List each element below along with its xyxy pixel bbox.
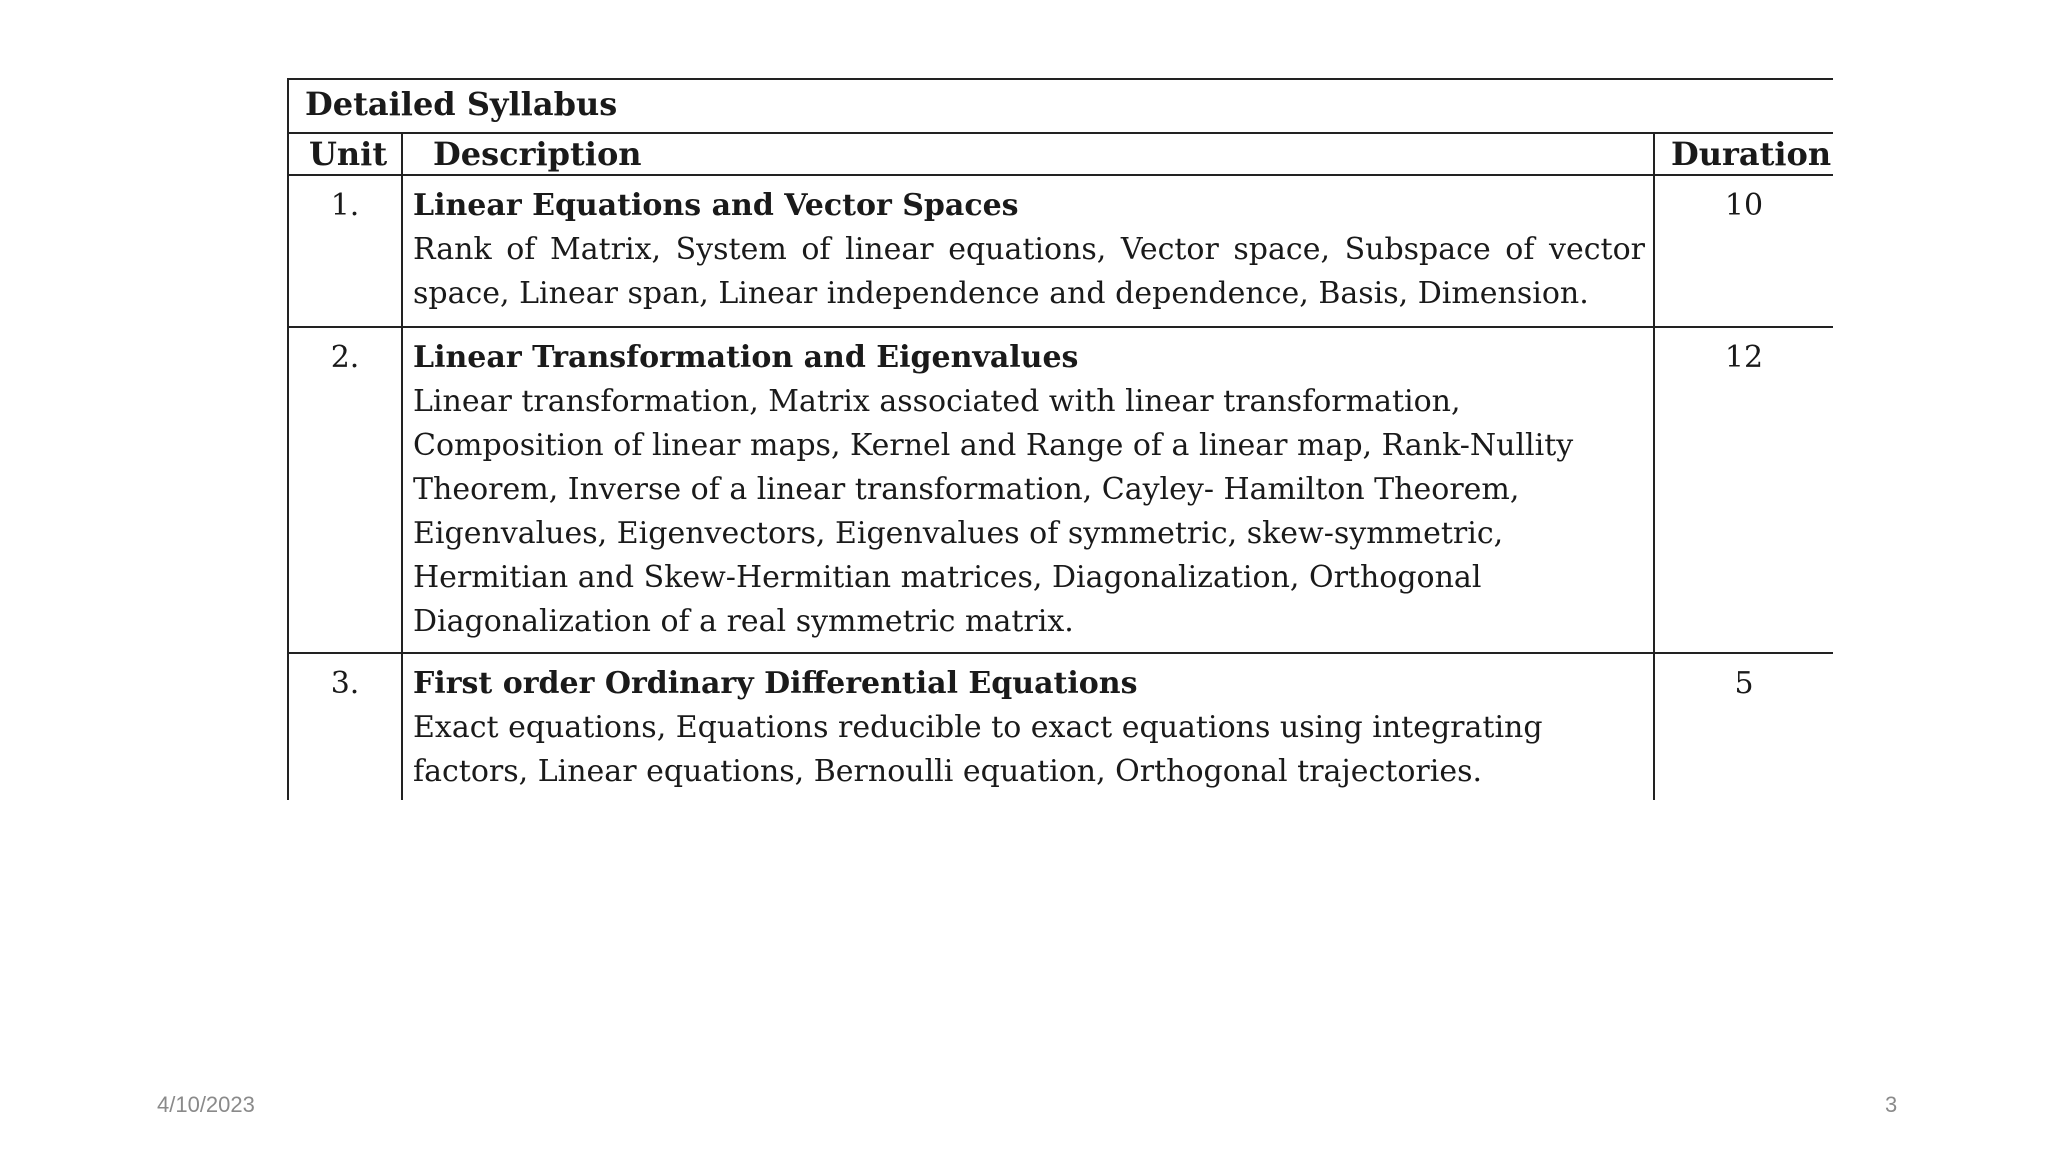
unit-duration: 10 — [1654, 175, 1833, 327]
unit-duration: 12 — [1654, 327, 1833, 653]
unit-duration: 5 — [1654, 653, 1833, 800]
header-description: Description — [402, 133, 1654, 175]
unit-number: 1. — [288, 175, 402, 327]
unit-topic-details: Rank of Matrix, System of linear equations, Vector space, Subspace of vector space, Linear span, Linear independence and dependence, Basis, Dimension. — [413, 232, 1645, 311]
unit-description — [402, 175, 1654, 327]
unit-number: 2. — [288, 327, 402, 653]
footer-date: 4/10/2023 — [157, 1092, 255, 1117]
syllabus-table-image — [287, 70, 1833, 800]
unit-description — [402, 327, 1654, 653]
unit-topic: Linear Equations and Vector Spaces — [413, 188, 1019, 223]
unit-description — [402, 653, 1654, 800]
syllabus-table — [287, 78, 1833, 800]
header-duration: Duration — [1654, 133, 1833, 175]
table-row — [288, 653, 1833, 800]
unit-topic-details: Linear transformation, Matrix associated with linear transformation, Composition of linear maps, Kernel and Range of a linear map, Rank-Nullity Theorem, Inverse of a linear transformation, Cayley- Hamilton Theorem, Eigenvalues, Eigenvectors, Eigenvalues of symmetric, skew-symmetric, Hermitian and Skew-Hermitian matrices, Diagonalization, Orthogonal Diagonalization of a real symmetric matrix. — [413, 384, 1574, 639]
table-row — [288, 327, 1833, 653]
footer-page-number: 3 — [1885, 1092, 1898, 1117]
unit-topic: Linear Transformation and Eigenvalues — [413, 340, 1079, 375]
table-title: Detailed Syllabus — [288, 79, 1833, 133]
unit-topic: First order Ordinary Differential Equations — [413, 666, 1138, 701]
table-header-row — [288, 133, 1833, 175]
table-row — [288, 175, 1833, 327]
unit-number: 3. — [288, 653, 402, 800]
table-title-row — [288, 79, 1833, 133]
header-unit: Unit — [288, 133, 402, 175]
unit-topic-details: Exact equations, Equations reducible to exact equations using integrating factors, Linear equations, Bernoulli equation, Orthogonal trajectories. — [413, 710, 1543, 789]
